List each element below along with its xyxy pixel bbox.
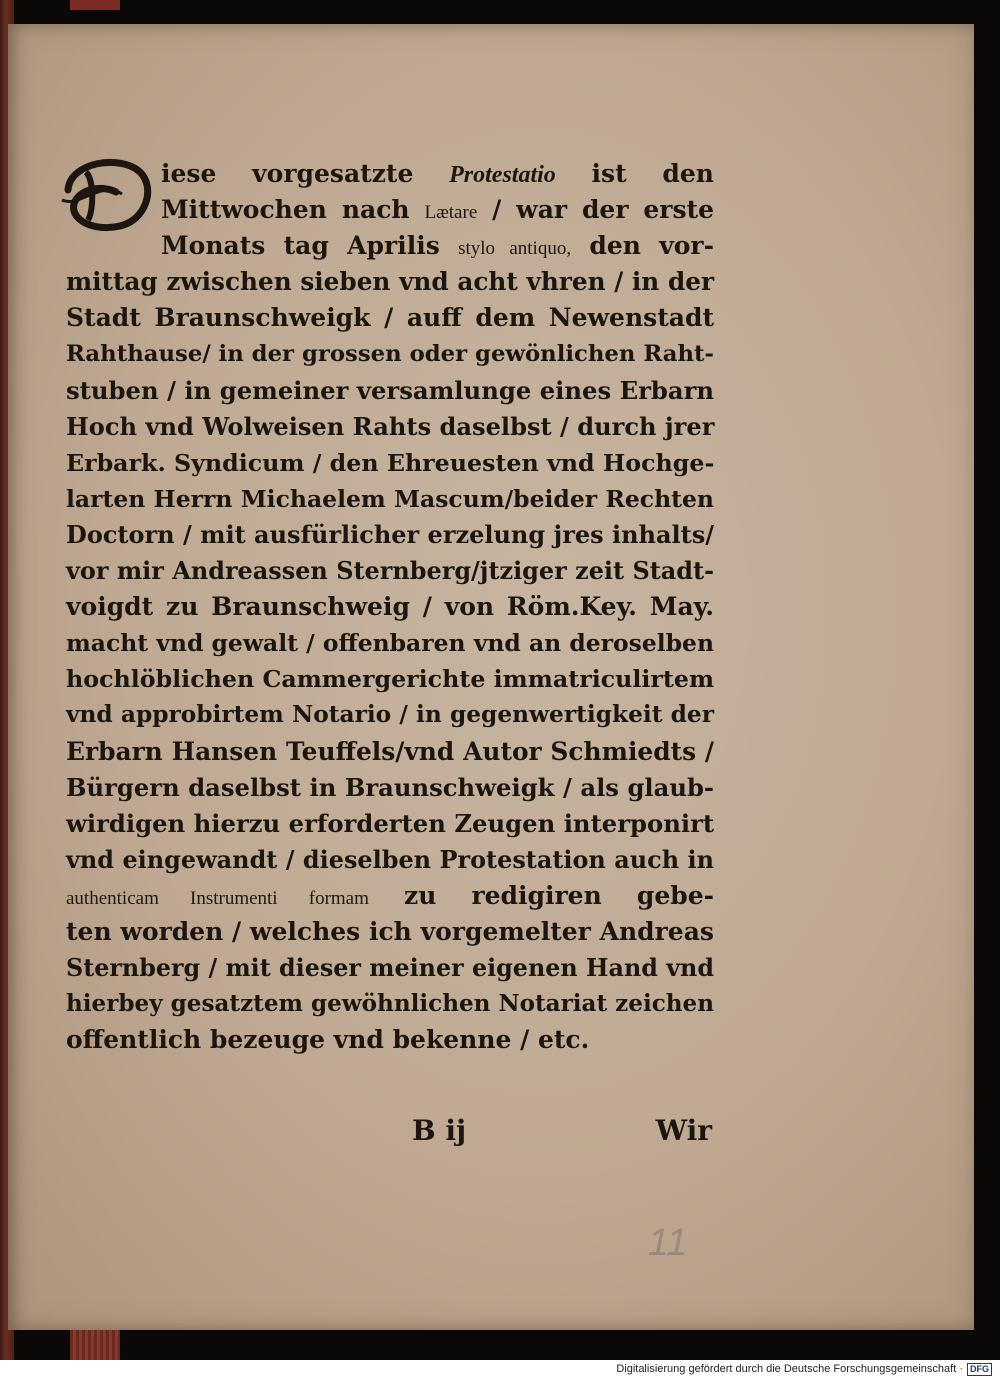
line-text: Erbark. Syndicum / den Ehreuesten vnd Hochge- [66, 448, 715, 477]
text-line [66, 373, 714, 409]
line-text: voigdt zu Braunschweig / von Röm.Key. May. [66, 592, 714, 622]
line-text: stuben / in gemeiner versamlunge eines Erbarn [66, 375, 715, 405]
text-line [66, 192, 714, 228]
line-text: mittag zwischen sieben vnd acht vhren / in der [66, 267, 714, 297]
handwritten-page-number: 11 [648, 1222, 688, 1264]
text-line [66, 734, 714, 770]
text-line [66, 336, 714, 372]
text-line [66, 445, 714, 481]
line-text: ist den [555, 159, 714, 188]
text-line [66, 842, 714, 878]
line-text: Rahthause/ in der grossen oder gewönlichen Raht- [66, 341, 714, 368]
line-text: Doctorn / mit ausfürlicher erzelung jres inhalts/ [66, 519, 715, 549]
line-text: vor mir Andreassen Sternberg/jtziger zeit Stadt- [66, 557, 714, 586]
text-line [66, 625, 714, 661]
line-text: Hoch vnd Wolweisen Rahts daselbst / durch jrer [66, 411, 715, 441]
line-text: hierbey gesatztem gewöhnlichen Notariat zeichen [66, 990, 715, 1018]
text-line [66, 228, 714, 264]
latin-phrase: Protestatio [449, 162, 556, 188]
text-line [66, 409, 714, 445]
text-line [66, 553, 714, 589]
decorated-initial [60, 150, 155, 232]
body-text [66, 156, 714, 1058]
book-page [8, 24, 974, 1330]
line-text: vnd eingewandt / dieselben Protestation auch in [66, 845, 714, 874]
text-line [66, 589, 714, 625]
digitization-footer [0, 1360, 1000, 1378]
binding-ribbon-top [70, 0, 120, 10]
binding-ribbon-bottom [70, 1330, 120, 1360]
dfg-logo: DFG [967, 1363, 992, 1376]
text-line [66, 806, 714, 842]
line-text: iese vorgesatzte [161, 159, 450, 188]
line-text: larten Herrn Michaelem Mascum/beider Rechten [66, 484, 714, 513]
line-text: hochlöblichen Cammergerichte immatriculirtem [66, 665, 715, 694]
line-text: Mittwochen nach [161, 195, 425, 225]
text-line [66, 661, 714, 697]
line-text: den vor- [571, 231, 714, 261]
line-text: offentlich bezeuge vnd bekenne / etc. [66, 1025, 590, 1055]
line-text: macht vnd gewalt / offenbaren vnd an deroselben [66, 629, 714, 658]
latin-phrase: stylo antiquo, [458, 238, 572, 260]
line-text: vnd approbirtem Notario / in gegenwertigkeit der [66, 701, 714, 729]
funding-notice: Digitalisierung gefördert durch die Deutsche Forschungsgemeinschaft · [616, 1363, 963, 1375]
line-text: ten worden / welches ich vorgemelter Andreas [66, 916, 714, 946]
text-line [66, 770, 714, 806]
line-text: Monats tag Aprilis [161, 231, 459, 261]
text-line [66, 1022, 714, 1058]
line-text: zu redigiren gebe- [368, 880, 714, 910]
text-line [66, 300, 714, 336]
line-text: Bürgern daselbst in Braunschweigk / als glaub- [66, 772, 714, 802]
text-line [66, 481, 714, 517]
text-line [66, 697, 714, 733]
line-text: Stadt Braunschweigk / auff dem Newenstadt [66, 303, 714, 333]
text-line [66, 264, 714, 300]
text-line [66, 517, 714, 553]
text-line [66, 156, 714, 192]
latin-phrase: Lætare [424, 202, 478, 224]
catchword: Wir [655, 1114, 712, 1147]
text-line [66, 950, 714, 986]
line-text: Erbarn Hansen Teuffels/vnd Autor Schmiedts / [66, 736, 714, 766]
page-footer-marks [412, 1114, 712, 1154]
text-line [66, 914, 714, 950]
signature-mark: B ij [412, 1114, 467, 1147]
line-text: / war der erste [477, 195, 715, 225]
line-text: Sternberg / mit dieser meiner eigenen Hand vnd [66, 954, 714, 983]
text-line [66, 986, 714, 1022]
text-lines [66, 156, 714, 1058]
text-line [66, 878, 714, 914]
line-text: wirdigen hierzu erforderten Zeugen interponirt [66, 808, 715, 838]
latin-phrase: authenticam Instrumenti formam [66, 887, 369, 909]
